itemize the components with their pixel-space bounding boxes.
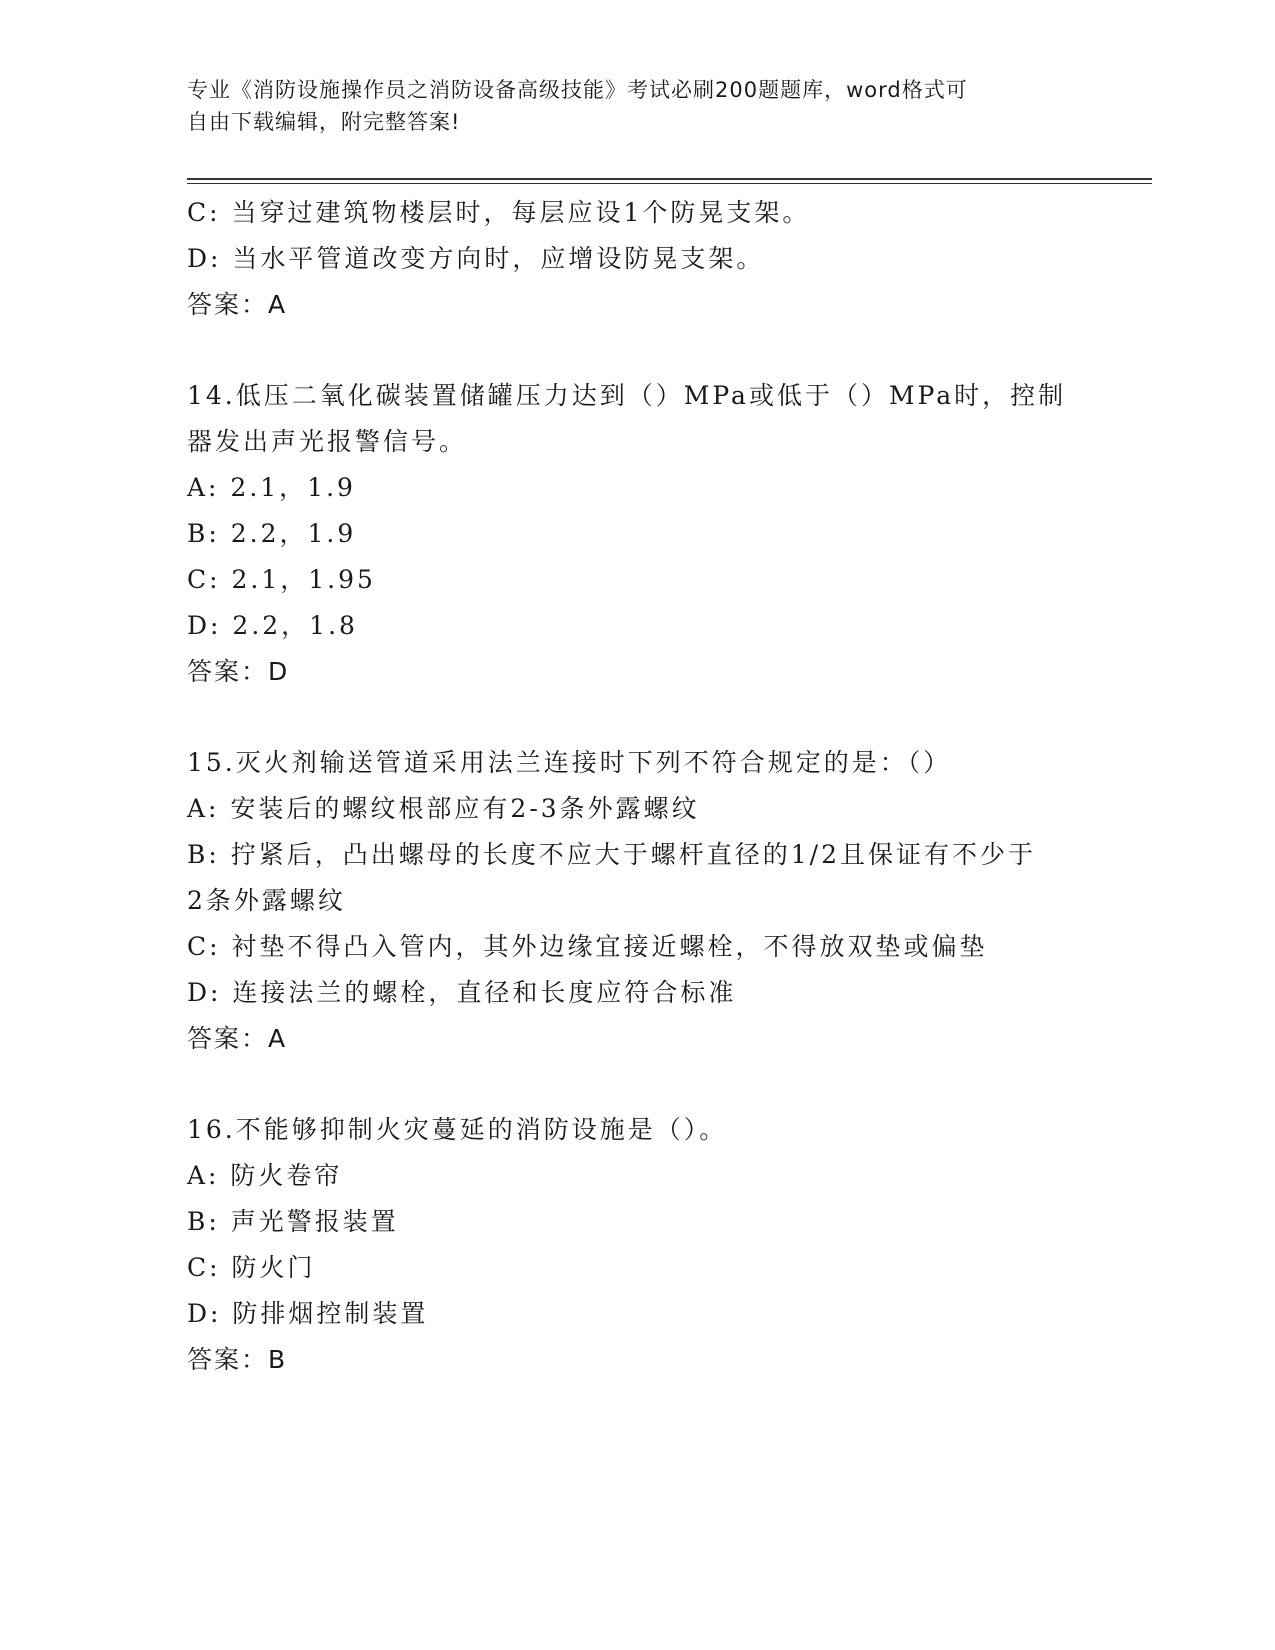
header-line-2: 自由下载编辑，附完整答案! bbox=[187, 110, 461, 134]
option-c: C: 衬垫不得凸入管内，其外边缘宜接近螺栓，不得放双垫或偏垫 bbox=[187, 932, 988, 961]
option-b: B: 2.2，1.9 bbox=[187, 519, 357, 548]
spacer bbox=[187, 328, 1152, 373]
option-d: D: 防排烟控制装置 bbox=[187, 1299, 429, 1328]
answer-line: 答案：D bbox=[187, 657, 290, 686]
question-13-tail bbox=[187, 190, 1152, 328]
option-b-continued: 2条外露螺纹 bbox=[187, 886, 346, 915]
option-b: B: 拧紧后，凸出螺母的长度不应大于螺杆直径的1/2且保证有不少于 bbox=[187, 840, 1036, 869]
option-d: D: 当水平管道改变方向时，应增设防晃支架。 bbox=[187, 244, 765, 273]
header-line-1: 专业《消防设施操作员之消防设备高级技能》考试必刷200题题库，word格式可 bbox=[187, 78, 968, 102]
option-c: C: 2.1，1.95 bbox=[187, 565, 376, 594]
option-c: C: 防火门 bbox=[187, 1253, 316, 1282]
spacer bbox=[187, 695, 1152, 740]
answer-line: 答案：B bbox=[187, 1345, 288, 1374]
question-stem: 15.灭火剂输送管道采用法兰连接时下列不符合规定的是：（） bbox=[187, 748, 952, 777]
question-list bbox=[187, 190, 1152, 1383]
answer-line: 答案：A bbox=[187, 290, 288, 319]
option-d: D: 2.2，1.8 bbox=[187, 611, 358, 640]
header-divider-thin bbox=[187, 183, 1152, 184]
document-header bbox=[187, 74, 1087, 138]
question-stem-continued: 器发出声光报警信号。 bbox=[187, 427, 468, 456]
question-stem: 16.不能够抑制火灾蔓延的消防设施是（）。 bbox=[187, 1115, 728, 1144]
header-divider-thick bbox=[187, 178, 1152, 180]
option-a: A: 防火卷帘 bbox=[187, 1161, 343, 1190]
question-15 bbox=[187, 740, 1152, 1062]
question-stem: 14.低压二氧化碳装置储罐压力达到（）MPa或低于（）MPa时，控制 bbox=[187, 381, 1067, 410]
question-16 bbox=[187, 1107, 1152, 1383]
option-a: A: 安装后的螺纹根部应有2-3条外露螺纹 bbox=[187, 794, 700, 823]
question-14 bbox=[187, 373, 1152, 695]
option-a: A: 2.1，1.9 bbox=[187, 473, 356, 502]
option-c: C: 当穿过建筑物楼层时，每层应设1个防晃支架。 bbox=[187, 198, 811, 227]
spacer bbox=[187, 1062, 1152, 1107]
answer-line: 答案：A bbox=[187, 1024, 288, 1053]
option-b: B: 声光警报装置 bbox=[187, 1207, 399, 1236]
option-d: D: 连接法兰的螺栓，直径和长度应符合标准 bbox=[187, 978, 737, 1007]
